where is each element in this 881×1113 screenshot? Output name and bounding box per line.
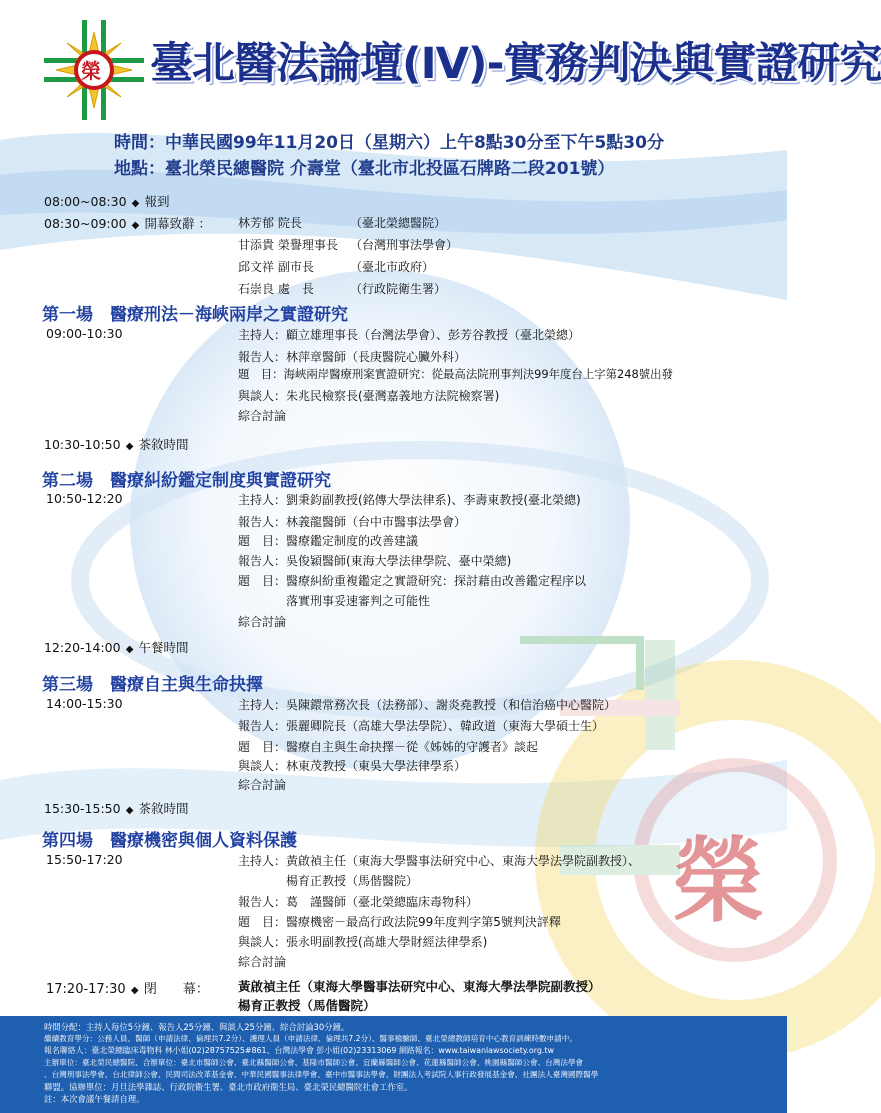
session-line: 報告人：林義龍醫師（台中市醫事法學會）: [238, 515, 467, 529]
speaker-name: 邱文祥 副市長: [238, 260, 314, 274]
session-line: 落實刑事妥速審判之可能性: [238, 594, 431, 608]
break-time: 15:30-15:50: [44, 801, 121, 816]
speaker-org: （臺北榮總醫院）: [350, 216, 447, 230]
session-line: 綜合討論: [238, 778, 287, 792]
diamond-bullet-icon: ◆: [131, 198, 140, 209]
opening-time: 08:30~09:00: [44, 216, 127, 231]
session-line: 題 目：醫療機密－最高行政法院99年度判字第5號判決評釋: [238, 915, 561, 929]
break-row: [44, 799, 189, 817]
session-line: 楊育正教授（馬偕醫院）: [238, 874, 419, 888]
registration-time: 08:00~08:30: [44, 194, 127, 209]
opening-label: 開幕致辭: [144, 216, 195, 231]
session-heading: 第二場 醫療糾紛鑑定制度與實證研究: [42, 471, 331, 491]
session-line: 主持人：黃啟禎主任（東海大學醫事法研究中心、東海大學法學院副教授）、: [238, 854, 641, 868]
session-line: 與談人：朱兆民檢察長(臺灣嘉義地方法院檢察署): [238, 389, 500, 403]
session-line: 報告人：張麗卿院長（高雄大學法學院）、韓政道（東海大學碩士生）: [238, 719, 605, 733]
session-line: 主持人：劉秉鈞副教授(銘傳大學法律系)、李壽東教授(臺北榮總): [238, 493, 581, 507]
session-heading: 第四場 醫療機密與個人資料保護: [42, 831, 297, 851]
opening-speech-row: [44, 214, 211, 232]
session-line: 綜合討論: [238, 615, 287, 629]
footer-line: 註：本次會議午餐請自理。: [44, 1094, 145, 1104]
speaker-org: （臺北市政府）: [350, 260, 435, 274]
footer-line: 、台灣刑事法學會、台北律師公會、民間司法改革基金會、中華民國醫事法律學會、臺中市醫事法學會、財團法人考試院人事行政發展基金會、社團法人臺灣國際醫學: [44, 1070, 599, 1079]
speaker-name: 甘添貴 榮譽理事長: [238, 238, 338, 252]
diamond-bullet-icon: ◆: [125, 441, 134, 452]
session-line: 報告人：林萍章醫師（長庚醫院心臟外科）: [238, 350, 467, 364]
session-line: 綜合討論: [238, 409, 287, 423]
session-line: 主持人：吳陳鐶常務次長（法務部）、謝炎堯教授（和信治癌中心醫院）: [238, 698, 617, 712]
footer-line: 聯盟。協辦單位：月旦法學雜誌、行政院衛生署、臺北市政府衛生局、臺北榮民總醫院社會工作室。: [44, 1082, 413, 1092]
speaker-name: 石崇良 處 長: [238, 282, 314, 296]
closing-label: 閉 幕：: [143, 982, 209, 997]
session-time: 10:50-12:20: [46, 491, 123, 506]
speaker-name: 林芳郁 院長: [238, 216, 302, 230]
closing-speaker-1: 黃啟禎主任（東海大學醫事法研究中心、東海大學法學院副教授）: [238, 979, 601, 994]
event-time: 時間：中華民國99年11月20日（星期六）上午8點30分至下午5點30分: [114, 133, 664, 153]
break-label: 茶敘時間: [138, 437, 189, 452]
session-line: 主持人：顧立雄理事長（台灣法學會）、彭芳谷教授（臺北榮總）: [238, 328, 581, 342]
session-line: 題 目：海峽兩岸醫療刑案實證研究：從最高法院刑事判決99年度台上字第248號出發: [238, 367, 673, 381]
closing-row: [46, 978, 209, 997]
footer-line: 報名聯絡人：臺北榮總臨床毒物科 林小姐(02)28757525#861、台灣法學會 彭小姐(02)23313069 網路報名：www.taiwanlawsociety.org.tw: [44, 1046, 554, 1055]
break-time: 10:30-10:50: [44, 437, 121, 452]
opening-colon: ：: [198, 216, 212, 231]
registration-row: [44, 192, 170, 210]
session-line: 報告人：葛 謹醫師（臺北榮總臨床毒物科）: [238, 895, 479, 909]
session-line: 與談人：張永明副教授(高雄大學財經法律學系): [238, 935, 488, 949]
session-time: 09:00-10:30: [46, 326, 123, 341]
session-line: 題 目：醫療鑑定制度的改善建議: [238, 534, 419, 548]
session-line: 報告人：吳俊穎醫師(東海大學法律學院、臺中榮總): [238, 554, 512, 568]
session-line: 與談人：林東茂教授（東吳大學法律學系）: [238, 759, 467, 773]
speaker-org: （台灣刑事法學會）: [350, 238, 459, 252]
session-heading: 第三場 醫療自主與生命抉擇: [42, 675, 263, 695]
speaker-org: （行政院衛生署）: [350, 282, 447, 296]
closing-speaker-2: 楊育正教授（馬偕醫院）: [238, 998, 376, 1013]
break-label: 茶敘時間: [138, 801, 189, 816]
diamond-bullet-icon: ◆: [130, 985, 139, 996]
diamond-bullet-icon: ◆: [125, 805, 134, 816]
session-line: 題 目：醫療糾紛重複鑑定之實證研究：探討藉由改善鑑定程序以: [238, 574, 587, 588]
session-heading: 第一場 醫療刑法－海峽兩岸之實證研究: [42, 305, 348, 325]
break-label: 午餐時間: [138, 640, 189, 655]
break-row: [44, 638, 189, 656]
diamond-bullet-icon: ◆: [131, 220, 140, 231]
session-line: 題 目：醫療自主與生命抉擇－從《姊姊的守護者》談起: [238, 740, 539, 754]
closing-time: 17:20-17:30: [46, 982, 126, 997]
footer-line: 繼續教育學分：公務人員、醫師（申請法律、倫理共7.2分）、護理人員（申請法律、倫理共7.2分）、醫事檢驗師、臺北榮總教師培育中心教育訓練時數申請中。: [44, 1034, 577, 1043]
page-title: 臺北醫法論壇(IV)-實務判決與實證研究: [150, 39, 881, 89]
watermark-character: 榮: [672, 828, 765, 935]
break-time: 12:20-14:00: [44, 640, 121, 655]
session-time: 15:50-17:20: [46, 852, 123, 867]
footer-line: 主辦單位：臺北榮民總醫院、合辦單位：臺北市醫師公會、臺北縣醫師公會、基隆市醫師公會、宜蘭縣醫師公會、花蓮縣醫師公會、桃園縣醫師公會、台灣法學會: [44, 1058, 584, 1067]
footer-line: 時間分配：主持人每位5分鐘、報告人25分鐘、與談人25分鐘、綜合討論30分鐘。: [44, 1022, 350, 1032]
session-time: 14:00-15:30: [46, 696, 123, 711]
session-line: 綜合討論: [238, 955, 287, 969]
diamond-bullet-icon: ◆: [125, 644, 134, 655]
registration-label: 報到: [144, 194, 170, 209]
logo-character: 榮: [81, 59, 101, 83]
break-row: [44, 435, 189, 453]
event-place: 地點：臺北榮民總醫院 介壽堂（臺北市北投區石牌路二段201號）: [114, 159, 615, 179]
